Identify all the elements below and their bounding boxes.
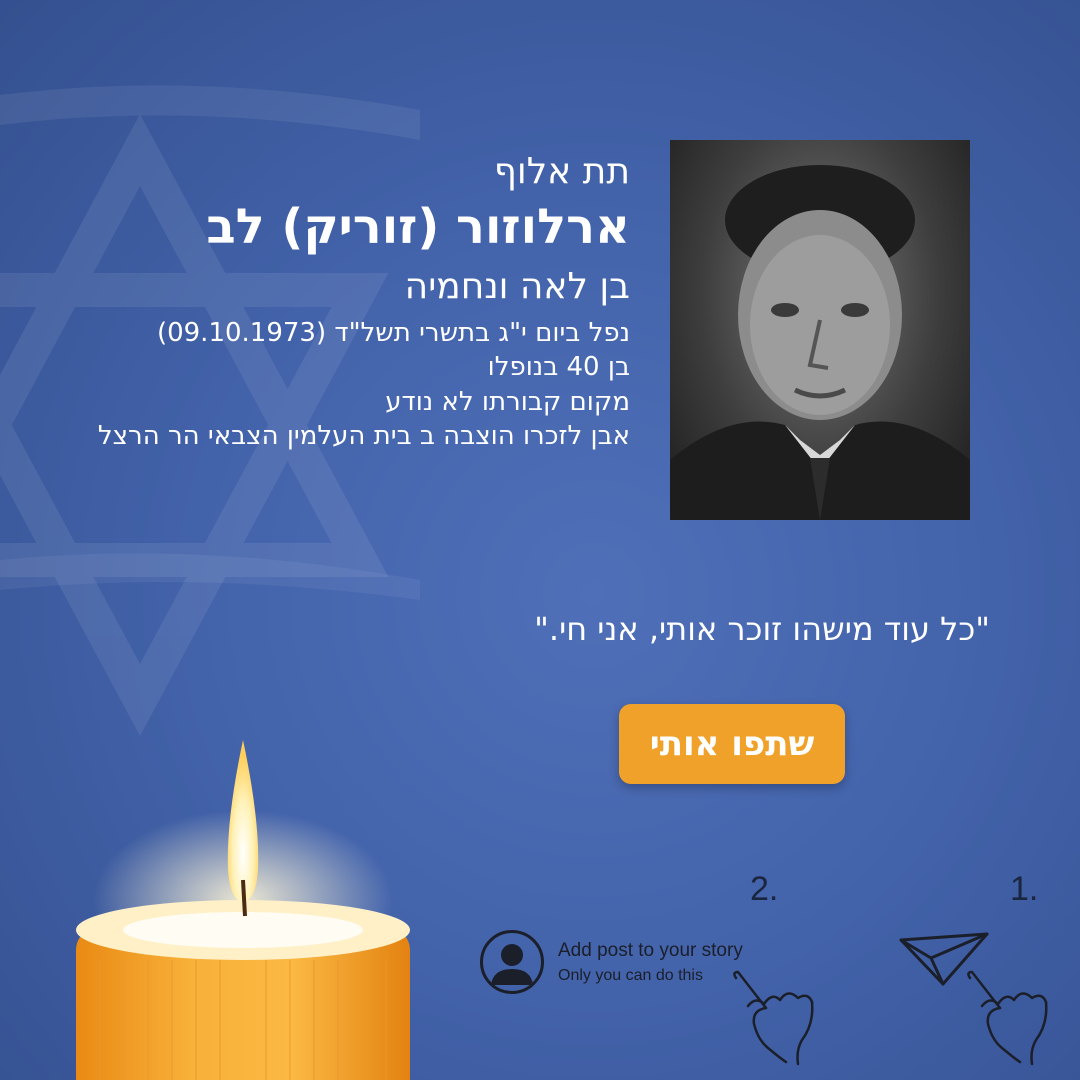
avatar [480, 930, 544, 994]
memorial-quote: "כל עוד מישהו זוכר אותי, אני חי." [534, 610, 990, 648]
memorial-candle-icon [60, 720, 440, 1080]
pointing-hand-icon [962, 968, 1052, 1068]
parents: בן לאה ונחמיה [404, 265, 630, 307]
portrait-icon [670, 140, 970, 520]
add-to-story-sublabel: Only you can do this [558, 967, 703, 984]
share-button[interactable]: שתפו אותי [619, 704, 845, 784]
pointing-hand-icon [728, 968, 818, 1068]
date-fallen: נפל ביום י"ג בתשרי תשל"ד (09.10.1973) [156, 317, 630, 348]
rank: תת אלוף [493, 151, 630, 192]
step-1-number: 1. [1010, 870, 1039, 908]
portrait-photo [670, 140, 970, 520]
memorial-stone: אבן לזכרו הוצבה ב בית העלמין הצבאי הר הרצל [97, 420, 630, 451]
user-icon [483, 933, 541, 991]
memorial-text [70, 150, 630, 453]
age-at-death: בן 40 בנופלו [487, 352, 630, 383]
burial-place: מקום קבורתו לא נודע [385, 386, 630, 417]
fallen-name: ארלוזור (זוריק) לב [206, 199, 630, 256]
add-to-story-label: Add post to your story [558, 940, 743, 961]
step-2-number: 2. [750, 870, 779, 908]
